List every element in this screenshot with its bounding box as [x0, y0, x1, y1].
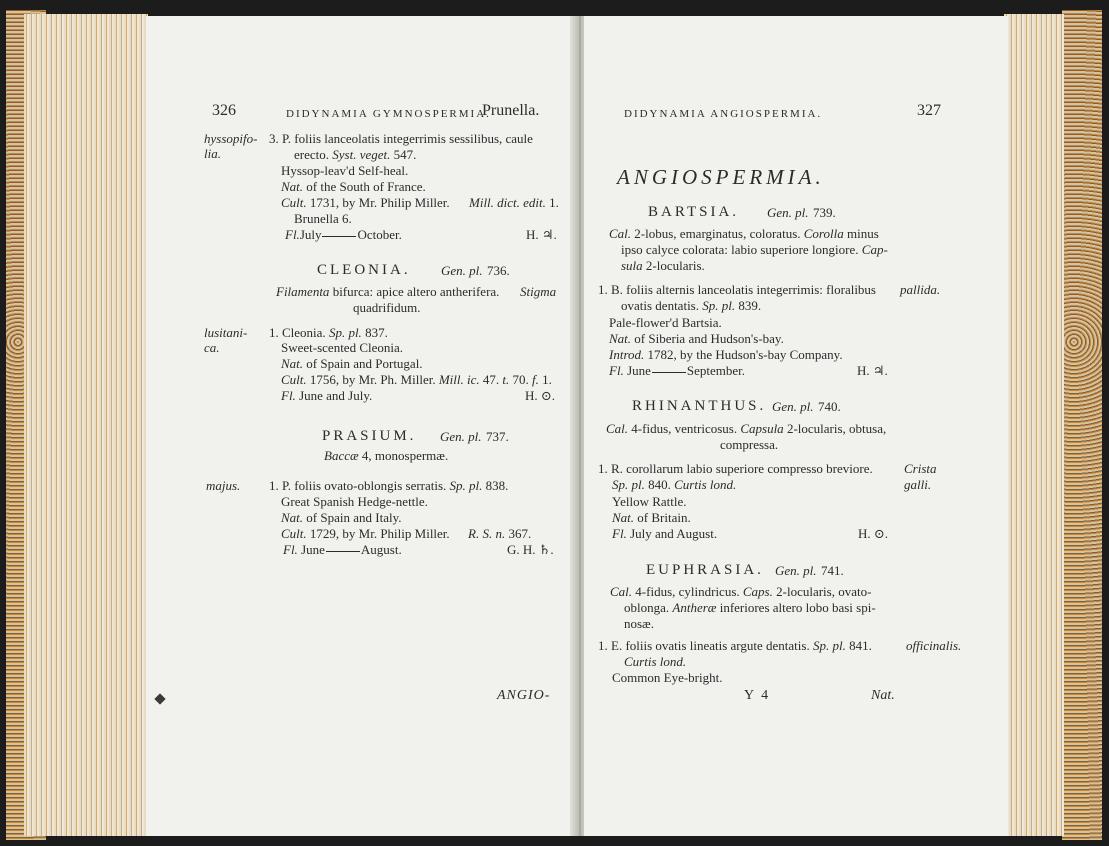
prasium-baccae: Baccæ: [324, 448, 359, 463]
prasium-rs-num: 367.: [508, 526, 532, 541]
cleonia-cult-text: 1756, by Mr. Ph. Miller.: [309, 372, 436, 387]
euphrasia-desc: 1. E. foliis ovatis lineatis argute dentatis.: [598, 638, 810, 653]
euphrasia-genus-ref: Gen. pl.: [775, 563, 817, 578]
cleonia-char-1: [276, 284, 499, 300]
cleonia-name: 1. Cleonia.: [269, 325, 326, 340]
cleonia-mill-ic: Mill. ic.: [438, 372, 480, 387]
hyssop-cult-label: Cult.: [281, 195, 307, 210]
hyssop-nat-label: Nat.: [281, 179, 304, 194]
euphrasia-caps-text: 2-locularis, ovato-: [776, 584, 872, 599]
bartsia-capsula-2: sula: [621, 258, 643, 273]
prasium-char-text: 4, monospermæ.: [361, 448, 449, 463]
cleonia-t-label: t.: [502, 372, 510, 387]
prasium-desc: 1. P. foliis ovato-oblongis serratis.: [269, 478, 447, 493]
bartsia-sp-ref: Sp. pl.: [702, 298, 736, 313]
bartsia-line-1: 1. B. foliis alternis lanceolatis integerrimis: floralibus: [598, 282, 876, 297]
bartsia-flowering: [609, 363, 745, 379]
euphrasia-curtis: Curtis lond.: [624, 654, 687, 669]
cleonia-genus-heading: CLEONIA.: [317, 262, 411, 278]
margin-hyssopifolia-2: lia.: [204, 146, 221, 161]
bartsia-char-2-text: ipso calyce colorata: labio superiore longiore.: [621, 242, 859, 257]
margin-pallida: pallida.: [900, 282, 941, 297]
hyssop-nat-text: of the South of France.: [306, 179, 426, 194]
euphrasia-line-1: [598, 638, 872, 654]
prasium-genus-ref-num: 737.: [486, 429, 509, 444]
cleonia-nat-text: of Spain and Portugal.: [306, 356, 423, 371]
euphrasia-sp-num: 841.: [849, 638, 872, 653]
bartsia-fl-start: June: [627, 363, 651, 378]
hyssop-mill-ref: [469, 195, 559, 211]
rhinanthus-nat-text: of Britain.: [637, 510, 691, 525]
prasium-native: [281, 510, 402, 526]
bartsia-fl-end: September.: [686, 363, 746, 378]
bartsia-char-1: [609, 226, 879, 242]
bartsia-sp-num: 839.: [738, 298, 762, 313]
right-running-head: DIDYNAMIA ANGIOSPERMIA.: [624, 108, 823, 120]
prasium-nat-text: of Spain and Italy.: [306, 510, 402, 525]
bartsia-native: [609, 331, 784, 347]
hyssop-ref: Syst. veget.: [332, 147, 391, 162]
left-page-edges: [24, 14, 148, 836]
prasium-fl-end: August.: [360, 542, 402, 557]
bartsia-capsula-1: Cap-: [861, 242, 888, 257]
prasium-sp-num: 838.: [485, 478, 509, 493]
euphrasia-genus-heading: EUPHRASIA.: [646, 562, 764, 578]
euphrasia-cal-text: 4-fidus, cylindricus.: [635, 584, 740, 599]
rhinanthus-habit: H. ⊙.: [858, 526, 889, 541]
euphrasia-cal-label: Cal.: [610, 584, 633, 599]
prasium-cult: [281, 526, 450, 542]
left-running-genus: Prunella.: [482, 102, 540, 119]
rhinanthus-nat-label: Nat.: [612, 510, 635, 525]
prasium-cult-label: Cult.: [281, 526, 307, 541]
cleonia-flowering: [281, 388, 372, 404]
bartsia-fl-label: Fl.: [609, 363, 624, 378]
cleonia-f-num: 1.: [542, 372, 552, 387]
cleonia-fl-label: Fl.: [281, 388, 296, 403]
prasium-fl-label: Fl.: [283, 542, 298, 557]
prasium-rs-ref: [468, 526, 531, 542]
rhinanthus-genus-heading: RHINANTHUS.: [632, 398, 767, 414]
rhinanthus-capsula-text: 2-locularis, obtusa,: [786, 421, 887, 436]
bartsia-introd-label: Introd.: [609, 347, 645, 362]
cleonia-common-name: Sweet-scented Cleonia.: [281, 340, 404, 355]
rhinanthus-char-2: compressa.: [720, 437, 779, 452]
bartsia-genus-ref: Gen. pl.: [767, 205, 809, 220]
rhinanthus-sp-num: 840.: [648, 477, 671, 492]
dash-rule: [652, 372, 686, 373]
euphrasia-sp-ref: Sp. pl.: [812, 638, 846, 653]
prasium-genus-heading: PRASIUM.: [322, 428, 417, 444]
right-page-number: 327: [917, 102, 941, 119]
hyssop-cult: [281, 195, 450, 211]
bartsia-char-2: [621, 242, 888, 258]
prasium-genus-ref: Gen. pl.: [440, 429, 482, 444]
bartsia-common-name: Pale-flower'd Bartsia.: [609, 315, 722, 330]
prasium-cult-text: 1729, by Mr. Philip Miller.: [309, 526, 450, 541]
bartsia-cal-label: Cal.: [609, 226, 632, 241]
hyssop-line-1: 3. P. foliis lanceolatis integerrimis sessilibus, caule: [269, 131, 533, 146]
euphrasia-common-name: Common Eye-bright.: [612, 670, 723, 685]
cleonia-habit: H. ⊙.: [525, 388, 556, 403]
cleonia-cult: [281, 372, 552, 388]
cleonia-genus-ref: Gen. pl.: [441, 263, 483, 278]
prasium-line-1: [269, 478, 508, 494]
margin-crista-1: Crista: [904, 461, 937, 476]
hyssop-habit: H. ♃.: [526, 227, 557, 242]
rhinanthus-genus-ref: Gen. pl.: [772, 399, 814, 414]
right-catchword: Nat.: [871, 688, 895, 703]
rhinanthus-cal-text: 4-fidus, ventricosus.: [631, 421, 738, 436]
prasium-char: [324, 448, 448, 464]
hyssop-flowering: [285, 227, 402, 243]
bartsia-char-3: [621, 258, 705, 274]
left-running-head: DIDYNAMIA GYMNOSPERMIA.: [286, 108, 491, 120]
hyssop-mill-label: Mill. dict. edit.: [469, 195, 546, 210]
hyssop-mill-num: 1.: [549, 195, 559, 210]
margin-majus: majus.: [206, 478, 241, 493]
cleonia-f-label: f.: [532, 372, 539, 387]
bartsia-nat-text: of Siberia and Hudson's-bay.: [634, 331, 784, 346]
prasium-sp-ref: Sp. pl.: [449, 478, 483, 493]
margin-hyssopifolia-1: hyssopifo-: [204, 131, 258, 146]
euphrasia-char-3: nosæ.: [624, 616, 654, 631]
prasium-nat-label: Nat.: [281, 510, 304, 525]
cleonia-char-text: bifurca: apice altero antherifera.: [332, 284, 500, 299]
hyssop-native: [281, 179, 426, 195]
rhinanthus-fl-text: July and August.: [630, 526, 718, 541]
rhinanthus-char-1: [606, 421, 886, 437]
cleonia-line-1: [269, 325, 388, 341]
bartsia-genus-heading: BARTSIA.: [648, 204, 740, 220]
cleonia-t-num: 70.: [512, 372, 529, 387]
cleonia-fl-text: June and July.: [299, 388, 373, 403]
hyssop-cult-text: 1731, by Mr. Philip Miller.: [309, 195, 450, 210]
rhinanthus-capsula-label: Capsula: [740, 421, 784, 436]
bartsia-nat-label: Nat.: [609, 331, 632, 346]
bartsia-introduced: [609, 347, 843, 363]
bartsia-desc-2: ovatis dentatis.: [621, 298, 699, 313]
bartsia-corolla-text: minus: [846, 226, 879, 241]
cleonia-stigma: Stigma: [520, 284, 557, 299]
margin-officinalis: officinalis.: [906, 638, 962, 653]
rhinanthus-curtis: Curtis lond.: [674, 477, 737, 492]
hyssop-fl-end: October.: [357, 227, 402, 242]
cleonia-nat-label: Nat.: [281, 356, 304, 371]
euphrasia-char-1: [610, 584, 871, 600]
left-catchword: ANGIO-: [497, 688, 551, 703]
hyssop-common-name: Hyssop-leav'd Self-heal.: [281, 163, 409, 178]
bartsia-corolla-label: Corolla: [803, 226, 844, 241]
margin-lusitanica-1: lusitani-: [204, 325, 248, 340]
prasium-rs-label: R. S. n.: [468, 526, 506, 541]
hyssop-fl-start: July: [299, 227, 322, 242]
euphrasia-oblonga: oblonga.: [624, 600, 670, 615]
bartsia-line-2: [621, 298, 761, 314]
euphrasia-caps-label: Caps.: [742, 584, 773, 599]
cleonia-native: [281, 356, 423, 372]
rhinanthus-line-1: 1. R. corollarum labio superiore compresso breviore.: [598, 461, 873, 476]
prasium-fl-start: June: [301, 542, 325, 557]
rhinanthus-common-name: Yellow Rattle.: [612, 494, 687, 509]
hyssop-line-2: [294, 147, 416, 163]
euphrasia-char-2-text: inferiores altero lobo basi spi-: [719, 600, 876, 615]
rhinanthus-cal-label: Cal.: [606, 421, 629, 436]
left-page-number: 326: [212, 102, 236, 119]
section-title: ANGIOSPERMIA.: [617, 165, 825, 189]
cleonia-genus-ref-num: 736.: [487, 263, 510, 278]
hyssop-fl-label: Fl.: [285, 227, 300, 242]
cleonia-sp-ref: Sp. pl.: [328, 325, 362, 340]
bartsia-introd-text: 1782, by the Hudson's-bay Company.: [647, 347, 843, 362]
cleonia-char-2: quadrifidum.: [353, 300, 421, 315]
hyssop-brunella: Brunella 6.: [294, 211, 352, 226]
euphrasia-genus-ref-num: 741.: [821, 563, 844, 578]
bartsia-cal-text: 2-lobus, emarginatus, coloratus.: [634, 226, 801, 241]
hyssop-erecto: erecto.: [294, 147, 330, 162]
euphrasia-antherae: Antheræ: [672, 600, 717, 615]
cleonia-filamenta: Filamenta: [276, 284, 330, 299]
rhinanthus-sp-ref: Sp. pl.: [612, 477, 645, 492]
cleonia-mill-num: 47.: [482, 372, 500, 387]
prasium-habit: G. H. ♄.: [507, 542, 554, 557]
hyssop-ref-num: 547.: [393, 147, 417, 162]
prasium-flowering: [283, 542, 402, 558]
cleonia-sp-num: 837.: [365, 325, 388, 340]
rhinanthus-flowering: [612, 526, 717, 542]
bartsia-char-3-text: 2-locularis.: [645, 258, 705, 273]
euphrasia-char-2: [624, 600, 876, 616]
bartsia-genus-ref-num: 739.: [813, 205, 836, 220]
rhinanthus-genus-ref-num: 740.: [818, 399, 841, 414]
prasium-common-name: Great Spanish Hedge-nettle.: [281, 494, 428, 509]
dash-rule: [326, 551, 360, 552]
cleonia-cult-label: Cult.: [281, 372, 307, 387]
rhinanthus-native: [612, 510, 691, 526]
bartsia-habit: H. ♃.: [857, 363, 888, 378]
dash-rule: [322, 236, 356, 237]
rhinanthus-fl-label: Fl.: [612, 526, 627, 541]
signature-mark: Y 4: [744, 688, 771, 703]
right-page-edges: [1004, 14, 1064, 836]
margin-lusitanica-2: ca.: [204, 340, 220, 355]
margin-crista-2: galli.: [904, 477, 932, 492]
rhinanthus-line-2: [612, 477, 736, 493]
right-cover-edge: [1062, 10, 1102, 840]
